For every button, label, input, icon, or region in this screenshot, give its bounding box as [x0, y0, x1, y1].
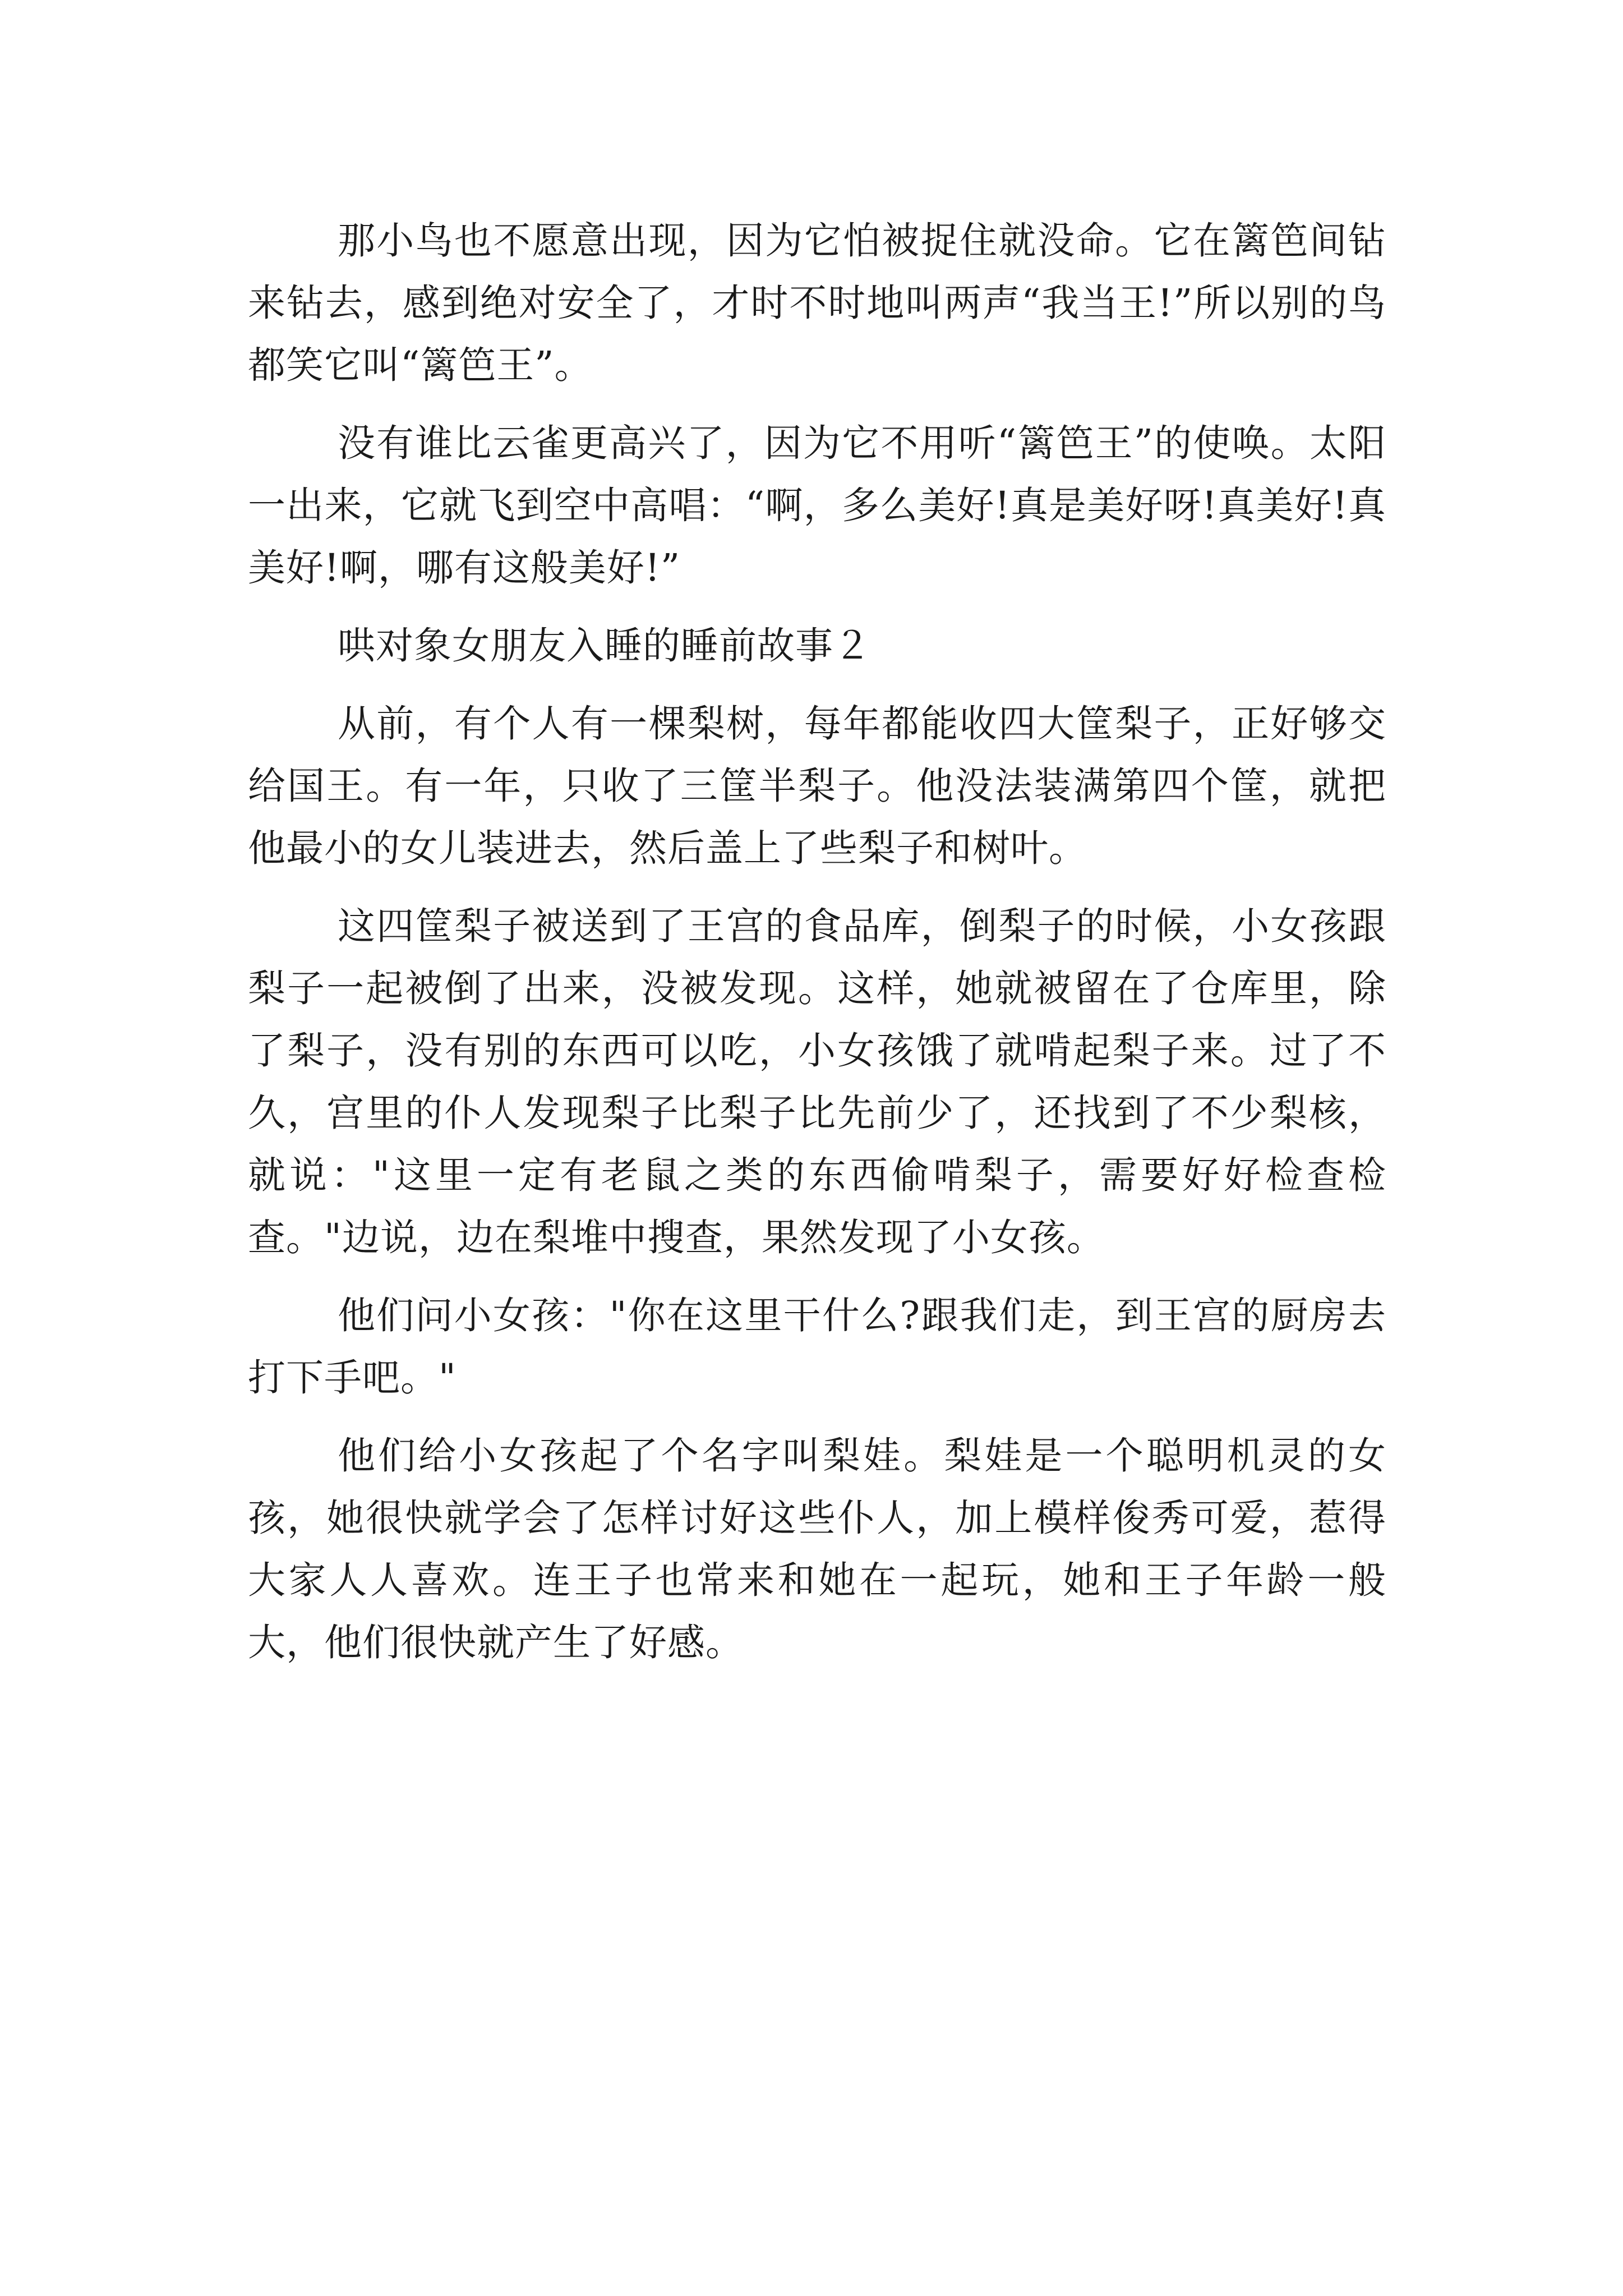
paragraph-gap — [248, 599, 1386, 615]
section-title: 哄对象女朋友入睡的睡前故事２ — [338, 624, 872, 668]
paragraph-question: 他们问小女孩："你在这里干什么?跟我们走，到王宫的厨房去打下手吧。" — [248, 1294, 1386, 1400]
paragraph-pear-girl: 他们给小女孩起了个名字叫梨娃。梨娃是一个聪明机灵的女孩，她很快就学会了怎样讨好这些仆人，加上模样俊秀可爱，惹得大家人人喜欢。连王子也常来和她在一起玩，她和王子年龄一般大，他们很快就产生了好感。 — [248, 1434, 1386, 1664]
paragraph-gap — [248, 1269, 1386, 1285]
paragraph-hedge-king: 那小鸟也不愿意出现，因为它怕被捉住就没命。它在篱笆间钻来钻去，感到绝对安全了，才时不时地叫两声“我当王!”所以别的鸟都笑它叫“篱笆王”。 — [248, 219, 1386, 387]
paragraph-gap — [248, 677, 1386, 693]
document-body — [248, 210, 1386, 1674]
paragraph-storehouse: 这四筐梨子被送到了王宫的食品库，倒梨子的时候，小女孩跟梨子一起被倒了出来，没被发现。这样，她就被留在了仓库里，除了梨子，没有别的东西可以吃，小女孩饿了就啃起梨子来。过了不久，宫里的仆人发现梨子比梨子比先前少了，还找到了不少梨核，就说："这里一定有老鼠之类的东西偷啃梨子，需要好好检查检查。"边说，边在梨堆中搜查，果然发现了小女孩。 — [248, 904, 1386, 1259]
paragraph-skylark: 没有谁比云雀更高兴了，因为它不用听“篱笆王”的使唤。太阳一出来，它就飞到空中高唱：“啊，多么美好!真是美好呀!真美好!真美好!啊，哪有这般美好!” — [248, 421, 1386, 590]
paragraph-gap — [248, 1409, 1386, 1425]
paragraph-gap — [248, 397, 1386, 412]
paragraph-pear-tree: 从前，有个人有一棵梨树，每年都能收四大筐梨子，正好够交给国王。有一年，只收了三筐半梨子。他没法装满第四个筐，就把他最小的女儿装进去，然后盖上了些梨子和树叶。 — [248, 702, 1386, 870]
paragraph-gap — [248, 880, 1386, 895]
